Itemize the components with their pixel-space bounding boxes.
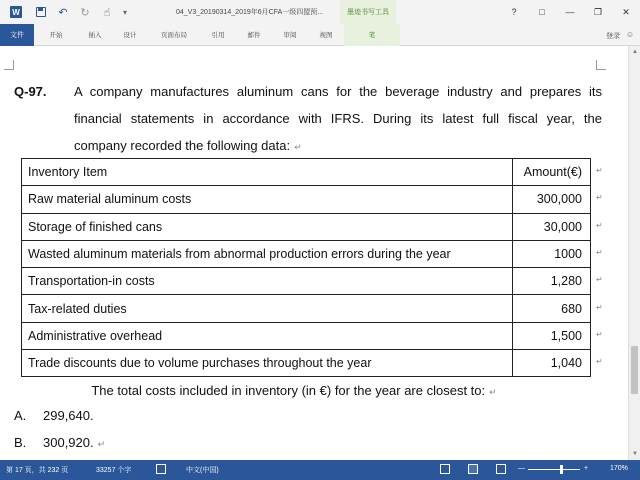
column-header-amount: Amount(€) [513,159,591,186]
scroll-up-icon[interactable]: ▲ [632,49,638,55]
tab-pen[interactable]: 笔 [344,24,400,46]
chevron-down-icon: ▾ [122,7,127,17]
table-cell-amount: 680 [513,295,591,322]
option-letter: A. [14,408,27,423]
table-row [22,213,591,240]
vertical-scrollbar[interactable] [628,46,640,460]
question-stem [74,383,514,398]
option-letter: B. [14,435,27,450]
user-icon[interactable]: ☺ [625,30,634,39]
tab-review[interactable]: 审阅 [283,32,297,39]
cell-end-mark: ↵ [596,275,603,284]
scroll-thumb[interactable] [631,346,638,394]
word-count[interactable]: 33257 个字 [96,467,132,474]
table-row [22,240,591,267]
cell-end-mark: ↵ [596,303,603,312]
answer-option [14,435,105,450]
option-text: 300,920. [43,435,94,450]
tab-view[interactable]: 视图 [319,32,333,39]
table-cell-amount: 1,040 [513,350,591,377]
tab-insert[interactable]: 插入 [88,32,102,39]
answer-option [14,408,94,423]
question-line: financial statements in accordance with IFRS. During its latest full fiscal year, the [74,111,602,126]
document-title: 04_V3_20190314_2019年6月CFA一级四盟预... [176,9,324,16]
proofing-icon[interactable] [156,464,166,474]
paragraph-mark: ↵ [97,439,106,449]
undo-button[interactable] [52,0,74,24]
cell-end-mark: ↵ [596,357,603,366]
cell-end-mark: ↵ [596,193,603,202]
cell-end-mark: ↵ [596,221,603,230]
column-header-item: Inventory Item [22,159,513,186]
read-mode-icon[interactable] [440,464,450,474]
touch-mode-button[interactable] [96,0,118,24]
paragraph-mark: ↵ [294,142,302,152]
table-cell-amount: 30,000 [513,213,591,240]
customize-qat-button[interactable] [118,0,132,24]
sign-in-link[interactable]: 登录 [606,33,620,40]
table-row [22,186,591,213]
paragraph-mark: ↵ [489,387,497,397]
cell-end-mark: ↵ [596,330,603,339]
tab-home[interactable]: 开始 [49,32,63,39]
zoom-slider-thumb[interactable] [560,465,563,474]
tab-file[interactable]: 文件 [0,24,34,46]
scroll-down-icon[interactable]: ▼ [632,451,638,457]
zoom-in-button[interactable]: + [584,465,589,472]
question-line: A company manufactures aluminum cans for the beverage industry and prepares its [74,84,602,99]
table-header-row [22,159,591,186]
maximize-button[interactable]: ❐ [593,6,603,17]
redo-button[interactable] [74,0,96,24]
ribbon-tabs [0,24,640,46]
table-row [22,295,591,322]
document-page [0,46,628,460]
zoom-slider[interactable] [528,469,580,470]
tab-mailings[interactable]: 邮件 [247,32,261,39]
inventory-table [21,158,591,377]
page-count[interactable]: 第 17 页，共 232 页 [6,467,69,474]
word-logo-icon: W [10,6,22,18]
table-cell-amount: 1,280 [513,268,591,295]
table-row [22,322,591,349]
table-cell-amount: 300,000 [513,186,591,213]
table-cell-item: Raw material aluminum costs [22,186,513,213]
ribbon-display-button[interactable]: □ [539,7,545,17]
web-layout-icon[interactable] [496,464,506,474]
context-tools-label: 墨迹书写工具 [340,0,396,24]
question-number: Q-97. [14,84,47,99]
table-cell-amount: 1,500 [513,322,591,349]
cell-end-mark: ↵ [596,248,603,257]
tab-design[interactable]: 设计 [123,32,137,39]
help-button[interactable]: ? [511,7,517,17]
table-cell-item: Administrative overhead [22,322,513,349]
table-cell-item: Wasted aluminum materials from abnormal production errors during the year [22,240,513,267]
question-stem-text: The total costs included in inventory (in €) for the year are closest to: [91,383,486,398]
table-cell-item: Tax-related duties [22,295,513,322]
question-line [74,138,602,153]
table-row [22,268,591,295]
language-indicator[interactable]: 中文(中国) [186,467,219,474]
save-icon [36,7,46,17]
undo-icon: ↶ [58,6,68,19]
touch-mode-icon: ☝ [103,6,111,19]
print-layout-icon[interactable] [468,464,478,474]
status-bar [0,460,640,480]
table-cell-item: Storage of finished cans [22,213,513,240]
window-controls [500,0,640,24]
title-bar [0,0,640,24]
table-cell-amount: 1000 [513,240,591,267]
table-cell-item: Transportation-in costs [22,268,513,295]
question-line-text: company recorded the following data: [74,138,291,153]
zoom-out-button[interactable]: — [518,465,525,472]
table-cell-item: Trade discounts due to volume purchases throughout the year [22,350,513,377]
tab-layout[interactable]: 页面布局 [161,32,187,39]
document-canvas[interactable] [0,46,628,460]
close-button[interactable]: ✕ [622,6,630,17]
table-row [22,350,591,377]
quick-access-toolbar [0,0,132,24]
tab-references[interactable]: 引用 [211,32,225,39]
minimize-button[interactable]: — [565,7,575,17]
redo-icon: ↻ [80,6,90,19]
option-text: 299,640. [43,408,94,423]
cell-end-mark: ↵ [596,166,603,175]
save-button[interactable] [30,0,52,24]
zoom-level[interactable]: 170% [610,465,628,472]
